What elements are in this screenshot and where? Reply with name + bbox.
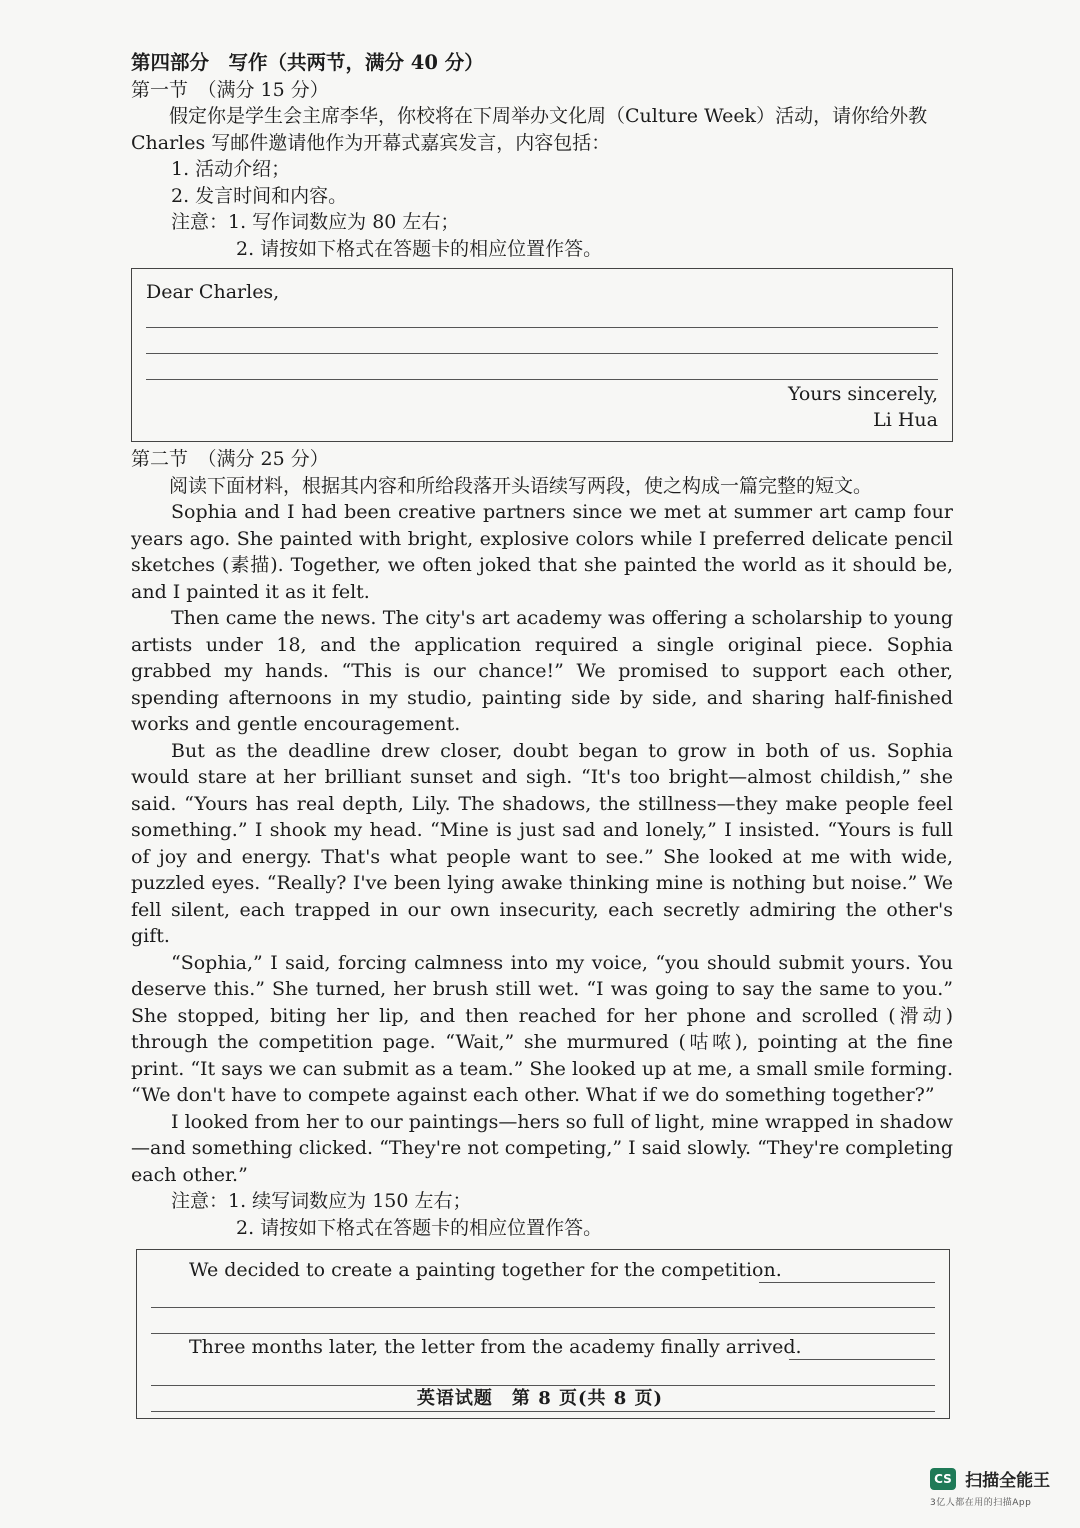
answer-line: [151, 1307, 935, 1308]
scanner-watermark: [930, 1466, 1050, 1508]
section1-note-2: 2. 请按如下格式在答题卡的相应位置作答。: [236, 237, 603, 260]
passage-paragraph: Then came the news. The city's art academy was offering a scholarship to young artists under 18, and the application required a single original piece. Sophia grabbed my hands. “This is our chance!” We promised to support each other, spending afternoons in my studio, painting side by side, and sharing half-finished works and gentle encouragement.: [131, 607, 953, 735]
letter-greeting: Dear Charles,: [146, 281, 280, 303]
letter-closing: Yours sincerely,: [787, 383, 938, 405]
watermark-subtitle: 3亿人都在用的扫描App: [930, 1498, 1032, 1508]
passage-paragraph: But as the deadline drew closer, doubt began to grow in both of us. Sophia would stare at her brilliant sunset and sigh. “It's too bright—almost childish,” she said. “Yours has real depth, Lily. The shadows, the stillness—they make people feel something.” I shook my head. “Mine is just sad and lonely,” I insisted. “Yours is full of joy and energy. That's what people want to see.” She looked at me with wide, puzzled eyes. “Really? I've been lying awake thinking mine is nothing but noise.” We fell silent, each trapped in our own insecurity, each secretly admiring the other's gift.: [131, 739, 953, 947]
section1-item-2: 2. 发言时间和内容。: [171, 184, 348, 207]
answer-line: [146, 353, 938, 354]
paragraph-starter-1: We decided to create a painting together for the competition.: [189, 1259, 782, 1281]
passage-paragraph: I looked from her to our paintings—hers so full of light, mine wrapped in shadow—and something clicked. “They're not competing,” I said slowly. “They're completing each other.”: [131, 1110, 953, 1186]
exam-page: [131, 50, 953, 1423]
passage-paragraph: “Sophia,” I said, forcing calmness into my voice, “you should submit yours. You deserve this.” She turned, her brush still wet. “I was going to say the same to you.” She stopped, biting her lip, and then reached for her phone and scrolled (滑动) through the competition page. “Wait,” she murmured (咕哝), pointing at the fine print. “It says we can submit as a team.” She looked up at me, a small smile forming. “We don't have to compete against each other. What if we do something together?”: [131, 951, 953, 1106]
section1: [131, 77, 953, 443]
section2-note-1: 注意：1. 续写词数应为 150 左右；: [171, 1190, 472, 1212]
page-footer: 英语试题 第 8 页(共 8 页): [416, 1388, 664, 1409]
section2: [131, 446, 953, 1419]
answer-line: [146, 379, 938, 380]
section1-prompt: 假定你是学生会主席李华，你校将在下周举办文化周（Culture Week）活动，请你给外教 Charles 写邮件邀请他作为开幕式嘉宾发言，内容包括：: [131, 105, 928, 154]
letter-signature: Li Hua: [873, 409, 938, 431]
camscanner-logo-icon: CS: [930, 1468, 956, 1490]
watermark-name: 扫描全能王: [965, 1471, 1051, 1491]
part-title: 第四部分 写作（共两节，满分 40 分）: [131, 51, 484, 74]
section1-note-1: 注意：1. 写作词数应为 80 左右；: [171, 211, 460, 233]
answer-line: [151, 1411, 935, 1412]
section2-instruction: 阅读下面材料，根据其内容和所给段落开头语续写两段，使之构成一篇完整的短文。: [169, 474, 873, 497]
section1-item-1: 1. 活动介绍；: [171, 158, 291, 180]
answer-line: [759, 1282, 935, 1283]
letter-closing-block: [788, 381, 938, 433]
letter-answer-box[interactable]: [131, 268, 953, 442]
answer-line: [789, 1359, 935, 1360]
paragraph-starter-2: Three months later, the letter from the academy finally arrived.: [189, 1336, 802, 1358]
section2-title: 第二节 （满分 25 分）: [131, 448, 329, 470]
passage-paragraph: Sophia and I had been creative partners since we met at summer art camp four years ago. She painted with bright, explosive colors while I preferred delicate pencil sketches (素描). Together, we often joked that she painted the world as it should be, and I painted it as it felt.: [131, 501, 953, 603]
section2-note-2: 2. 请按如下格式在答题卡的相应位置作答。: [236, 1216, 603, 1239]
section1-title: 第一节 （满分 15 分）: [131, 78, 329, 101]
answer-line: [146, 327, 938, 328]
